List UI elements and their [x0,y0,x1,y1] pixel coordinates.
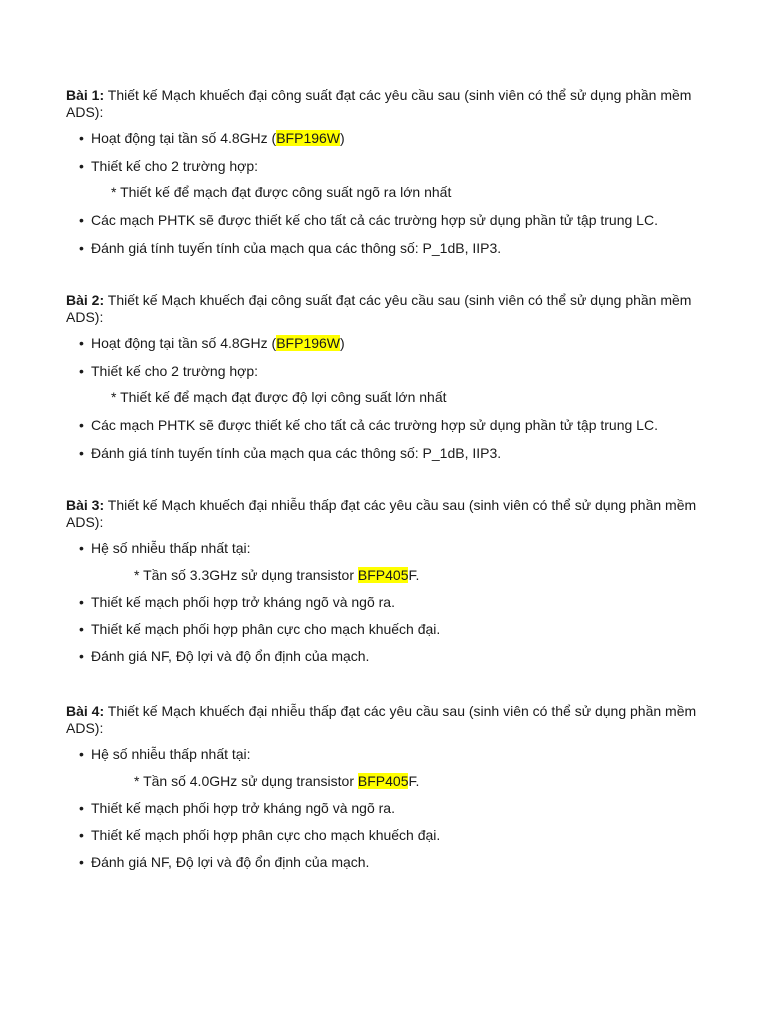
problem-4-heading [66,703,706,736]
linearity-text: Đánh giá tính tuyến tính của mạch qua các thông số: P_1dB, IIP3. [91,240,502,256]
problem-3 [66,497,706,665]
part-number-highlight: BFP196W [276,335,341,351]
problem-4-label: Bài 4: [66,703,105,719]
requirement-impedance [66,800,706,817]
problem-2-requirements [66,335,706,462]
bias-text: Thiết kế mạch phối hợp phân cực cho mạch khuếch đại. [91,621,441,637]
linearity-text: Đánh giá tính tuyến tính của mạch qua các thông số: P_1dB, IIP3. [91,445,502,461]
problem-1-title: Thiết kế Mạch khuếch đại công suất đạt các yêu cầu sau (sinh viên có thể sử dụng phần mềm ADS): [66,87,692,120]
impedance-text: Thiết kế mạch phối hợp trở kháng ngõ và ngõ ra. [91,800,395,816]
frequency-detail [66,773,706,790]
transistor-suffix: F. [408,773,420,789]
transistor-highlight: BFP405 [357,773,409,789]
matching-text: Các mạch PHTK sẽ được thiết kế cho tất cả các trường hợp sử dụng phần tử tập trung LC. [91,212,658,228]
problem-3-title: Thiết kế Mạch khuếch đại nhiễu thấp đạt các yêu cầu sau (sinh viên có thể sử dụng phần mềm ADS): [66,497,697,530]
frequency-close: ) [340,130,345,146]
requirement-linearity [66,445,706,462]
frequency-detail-text: * Tần số 3.3GHz sử dụng transistor [134,567,358,583]
bullet-icon: • [79,540,84,556]
problem-2-title: Thiết kế Mạch khuếch đại công suất đạt các yêu cầu sau (sinh viên có thể sử dụng phần mềm ADS): [66,292,692,325]
frequency-text: Hoạt động tại tần số 4.8GHz ( [91,130,277,146]
noise-text: Hệ số nhiễu thấp nhất tại: [91,746,251,762]
requirement-evaluation [66,854,706,871]
problem-2-heading [66,292,706,325]
requirement-linearity [66,240,706,257]
problem-2-label: Bài 2: [66,292,105,308]
requirement-frequency [66,335,706,352]
impedance-text: Thiết kế mạch phối hợp trở kháng ngõ và ngõ ra. [91,594,395,610]
bias-text: Thiết kế mạch phối hợp phân cực cho mạch khuếch đại. [91,827,441,843]
bullet-icon: • [79,854,84,870]
cases-text: Thiết kế cho 2 trường hợp: [91,158,259,174]
requirement-noise [66,540,706,557]
requirement-evaluation [66,648,706,665]
requirement-impedance [66,594,706,611]
problem-4-requirements [66,746,706,871]
evaluation-text: Đánh giá NF, Độ lợi và độ ổn định của mạch. [91,854,370,870]
bullet-icon: • [79,621,84,637]
noise-text: Hệ số nhiễu thấp nhất tại: [91,540,251,556]
problem-1-heading [66,87,706,120]
problem-1-label: Bài 1: [66,87,105,103]
bullet-icon: • [79,648,84,664]
bullet-icon: • [79,130,84,146]
bullet-icon: • [79,827,84,843]
case-detail: * Thiết kế để mạch đạt được công suất ngõ ra lớn nhất [111,184,452,200]
requirement-cases [66,363,706,380]
problem-1-requirements [66,130,706,257]
evaluation-text: Đánh giá NF, Độ lợi và độ ổn định của mạch. [91,648,370,664]
problem-1 [66,87,706,257]
requirement-bias [66,621,706,638]
requirement-cases [66,158,706,175]
requirement-frequency [66,130,706,147]
requirement-bias [66,827,706,844]
bullet-icon: • [79,800,84,816]
problem-3-heading [66,497,706,530]
bullet-icon: • [79,445,84,461]
case-detail: * Thiết kế để mạch đạt được độ lợi công suất lớn nhất [111,389,447,405]
requirement-matching [66,417,706,434]
bullet-icon: • [79,417,84,433]
problem-3-requirements [66,540,706,665]
bullet-icon: • [79,240,84,256]
bullet-icon: • [79,594,84,610]
bullet-icon: • [79,335,84,351]
matching-text: Các mạch PHTK sẽ được thiết kế cho tất cả các trường hợp sử dụng phần tử tập trung LC. [91,417,658,433]
frequency-detail [66,567,706,584]
requirement-noise [66,746,706,763]
problem-2 [66,292,706,462]
part-number-highlight: BFP196W [276,130,341,146]
frequency-close: ) [340,335,345,351]
problem-4-title: Thiết kế Mạch khuếch đại nhiễu thấp đạt các yêu cầu sau (sinh viên có thể sử dụng phần mềm ADS): [66,703,697,736]
frequency-text: Hoạt động tại tần số 4.8GHz ( [91,335,277,351]
requirement-matching [66,212,706,229]
bullet-icon: • [79,363,84,379]
transistor-suffix: F. [408,567,420,583]
problem-3-label: Bài 3: [66,497,105,513]
transistor-highlight: BFP405 [357,567,409,583]
frequency-detail-text: * Tần số 4.0GHz sử dụng transistor [134,773,358,789]
bullet-icon: • [79,746,84,762]
problem-4 [66,703,706,871]
bullet-icon: • [79,212,84,228]
bullet-icon: • [79,158,84,174]
cases-text: Thiết kế cho 2 trường hợp: [91,363,259,379]
